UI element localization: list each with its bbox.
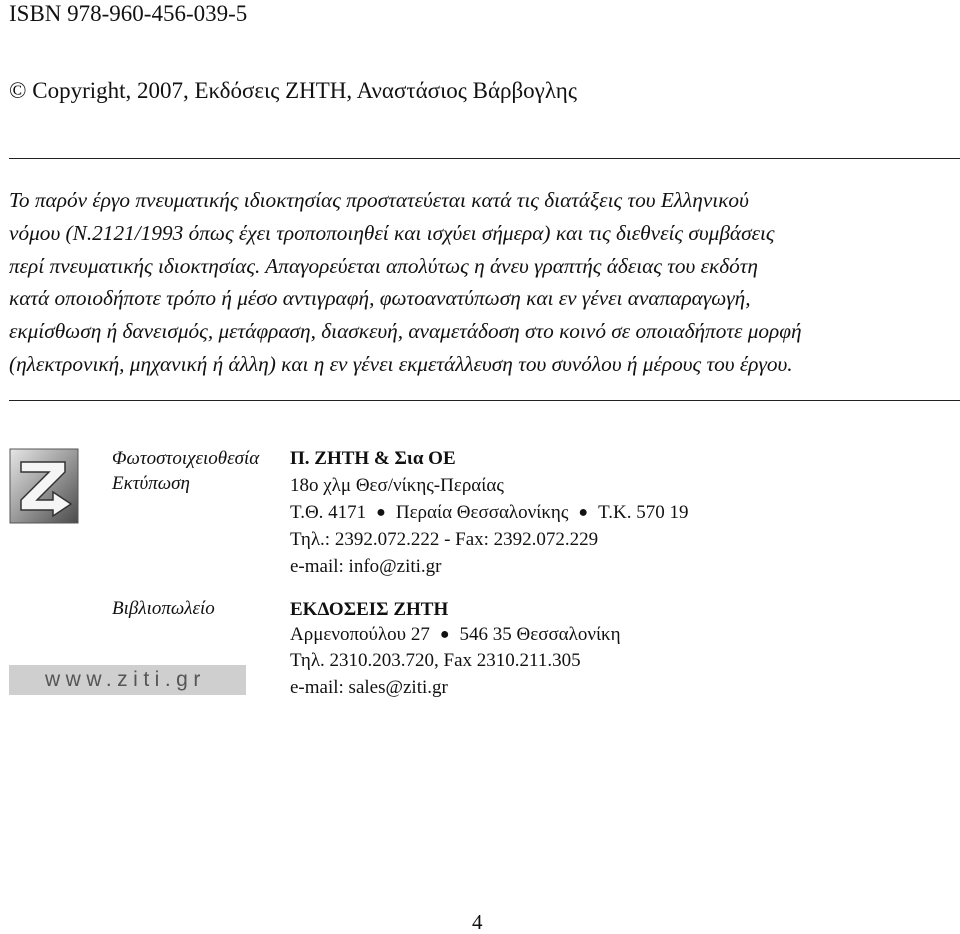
divider-top: [9, 158, 960, 159]
legal-line: (ηλεκτρονική, μηχανική ή άλλη) και η εν γένει εκμετάλλευση του συνόλου ή μέρους του έργου.: [9, 351, 793, 376]
city: 546 35 Θεσσαλονίκη: [459, 624, 621, 645]
printer-address: 18ο χλμ Θεσ/νίκης-Περαίας: [290, 475, 504, 496]
bookstore-address: [290, 622, 621, 649]
label-printing: Εκτύπωση: [112, 473, 190, 494]
label-bookstore: Βιβλιοπωλείο: [112, 598, 215, 619]
divider-bottom: [9, 400, 960, 401]
bookstore-name: ΕΚΔΟΣΕΙΣ ΖΗΤΗ: [290, 599, 449, 620]
legal-line: κατά οποιοδήποτε τρόπο ή μέσο αντιγραφή, φωτοανατύπωση και εν γένει αναπαραγωγή,: [9, 286, 751, 311]
printer-phone-fax: Τηλ.: 2392.072.222 - Fax: 2392.072.229: [290, 529, 599, 550]
legal-line: Το παρόν έργο πνευματικής ιδιοκτησίας προστατεύεται κατά τις διατάξεις του Ελληνικού: [9, 188, 749, 212]
website-banner: www.ziti.gr: [9, 665, 246, 695]
ziti-z-logo-icon: [9, 448, 79, 524]
postcode: Τ.Κ. 570 19: [598, 502, 689, 523]
street: Αρμενοπούλου 27: [290, 624, 430, 645]
po-box: Τ.Θ. 4171: [290, 502, 367, 523]
bookstore-phone-fax: Τηλ. 2310.203.720, Fax 2310.211.305: [290, 650, 581, 671]
copyright-notice: © Copyright, 2007, Εκδόσεις ΖΗΤΗ, Αναστάσιος Βάρβογλης: [9, 78, 577, 103]
legal-line: εκμίσθωση ή δανεισμός, μετάφραση, διασκευή, αναμετάδοση στο κοινό σε οποιαδήποτε μορφή: [9, 319, 802, 344]
legal-line: νόμου (Ν.2121/1993 όπως έχει τροποποιηθεί και ισχύει σήμερα) και τις διεθνείς συμβάσεις: [9, 220, 775, 245]
isbn: ISBN 978-960-456-039-5: [9, 1, 248, 26]
bullet-icon: ●: [439, 626, 450, 643]
bullet-icon: ●: [578, 504, 589, 521]
printer-name: Π. ΖΗΤΗ & Σια ΟΕ: [290, 448, 456, 469]
legal-notice: [9, 184, 955, 381]
page-number: 4: [472, 910, 483, 934]
printer-postal-line: [290, 500, 688, 527]
printer-email: e-mail: info@ziti.gr: [290, 556, 442, 577]
bookstore-email: e-mail: sales@ziti.gr: [290, 677, 448, 698]
label-photo-typesetting: Φωτοστοιχειοθεσία: [112, 448, 260, 469]
area: Περαία Θεσσαλονίκης: [395, 502, 569, 523]
legal-line: περί πνευματικής ιδιοκτησίας. Απαγορεύεται απολύτως η άνευ γραπτής άδειας του εκδότη: [9, 253, 758, 278]
bullet-icon: ●: [376, 504, 386, 521]
